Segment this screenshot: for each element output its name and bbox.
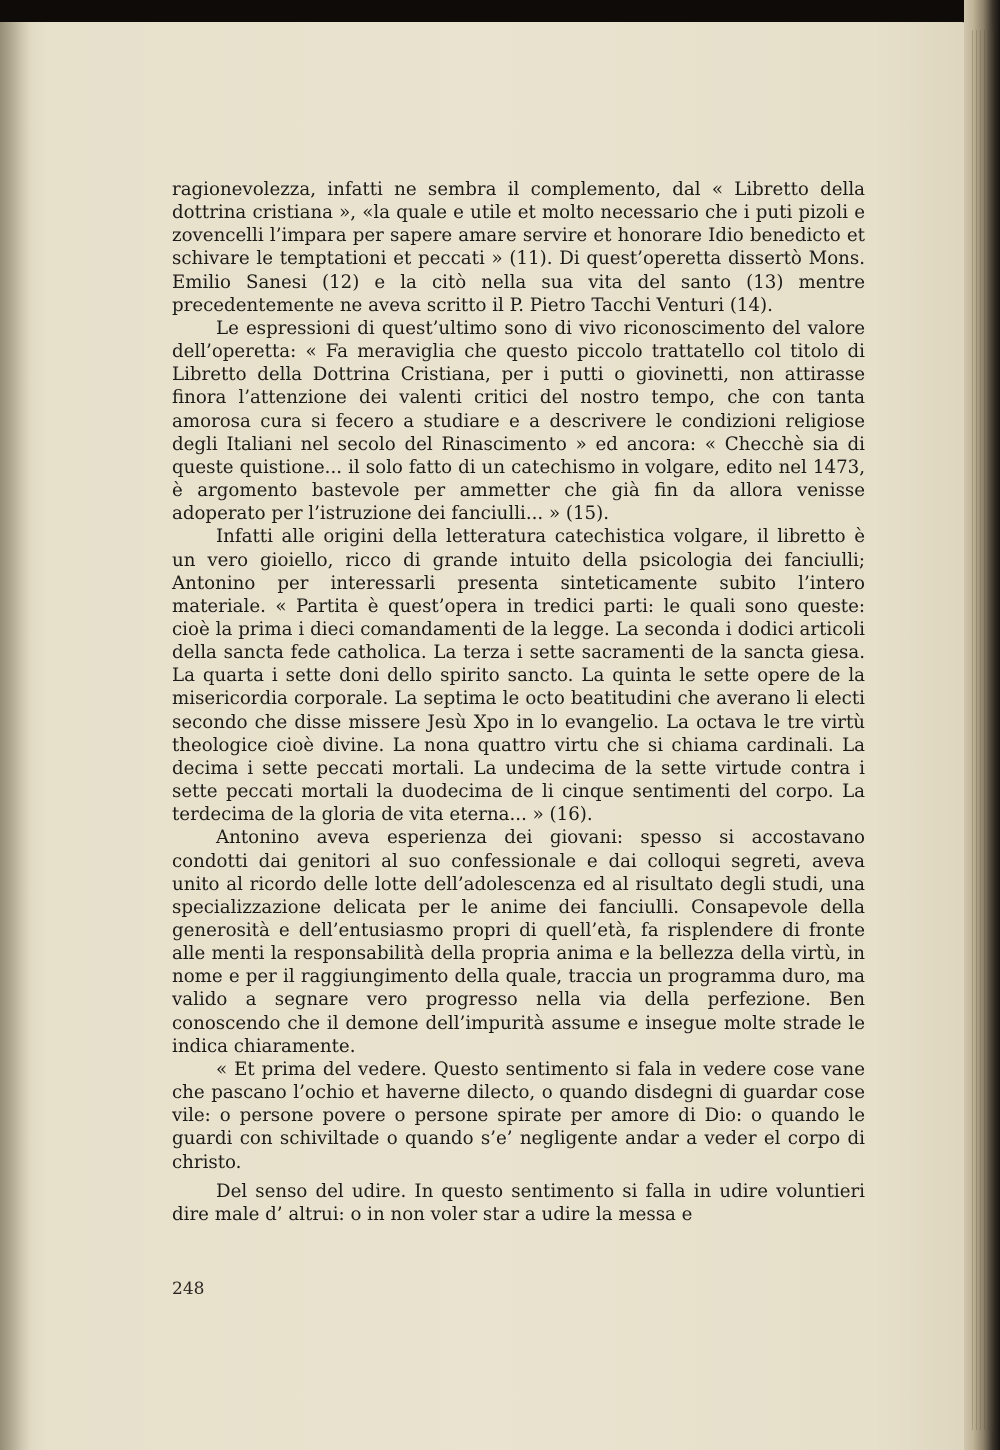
page-number: 248 — [172, 1279, 205, 1299]
page-gutter — [0, 22, 30, 1450]
page-stack — [972, 30, 994, 1430]
paragraph-6: Del senso del udire. In questo sentimento si falla in udire voluntieri dire male d’ altrui: o in non voler star a udire la messa e — [172, 1180, 865, 1225]
body-text — [172, 178, 865, 1226]
paragraph-2: Le espressioni di quest’ultimo sono di vivo riconoscimento del valore dell’operetta: « Fa meraviglia che questo piccolo trattatello col titolo di Libretto della Dottrina Cristiana, per i putti o giovinetti, non attirasse finora l’attenzione dei valenti critici del nostro tempo, che con tanta amorosa cura si fecero a studiare e a descrivere le condizioni religiose degli Italiani nel secolo del Rinascimento » ed ancora: « Checchè sia di queste quistione... il solo fatto di un catechismo in volgare, edito nel 1473, è argomento bastevole per ammetter che già fin da allora venisse adoperato per l’istruzione dei fanciulli... » (15). — [172, 317, 865, 525]
paragraph-3: Infatti alle origini della letteratura catechistica volgare, il libretto è un vero gioiello, ricco di grande intuito della psicologia dei fanciulli; Antonino per interessarli presenta sinteticamente subito l’intero materiale. « Partita è quest’opera in tredici parti: le quali sono queste: cioè la prima i dieci comandamenti de la legge. La seconda i dodici articoli della sancta fede catholica. La terza i sette sacramenti de la sancta giesa. La quarta i sette doni dello spirito sancto. La quinta le sette opere de la misericordia corporale. La septima le octo beatitudini che averano li electi secondo che disse missere Jesù Xpo in lo evangelio. La octava le tre virtù theologice cioè divine. La nona quattro virtu che si chiama cardinali. La decima i sette peccati mortali. La undecima de la sette virtude contra i sette peccati mortali la duodecima de li cinque sentimenti del corpo. La terdecima de la gloria de vita eterna... » (16). — [172, 526, 865, 826]
paragraph-4: Antonino aveva esperienza dei giovani: spesso si accostavano condotti dai genitori al suo confessionale e dai colloqui segreti, aveva unito al ricordo delle lotte dell’adolescenza ed al risultato degli studi, una specializzazione delicata per le anime dei fanciulli. Consapevole della generosità e dell’entusiasmo propri di quell’età, fa risplendere di fronte alle menti la responsabilità della propria anima e la bellezza della virtù, in nome e per il raggiungimento della quale, traccia un programma duro, ma valido a segnare vero progresso nella via della perfezione. Ben conoscendo che il demone dell’impurità assume e insegue molte strade le indica chiaramente. — [172, 827, 865, 1057]
paragraph-5: « Et prima del vedere. Questo sentimento si fala in vedere cose vane che pascano l’ochio et haverne dilecto, o quando disdegni di guardar cose vile: o persone povere o persone spirate per amore di Dio: o quando le guardi con schiviltade o quando s’e’ negligente andar a veder el corpo di christo. — [172, 1058, 865, 1173]
paragraph-1: ragionevolezza, infatti ne sembra il complemento, dal « Libretto della dottrina cristiana », «la quale e utile et molto necessario che i puti pizoli e zovencelli l’impara per sapere amare servire et honorare Idio benedicto et schivare le temptationi et peccati » (11). Di quest’operetta dissertò Mons. Emilio Sanesi (12) e la citò nella sua vita del santo (13) mentre precedentemente ne aveva scritto il P. Pietro Tacchi Venturi (14). — [172, 179, 865, 316]
